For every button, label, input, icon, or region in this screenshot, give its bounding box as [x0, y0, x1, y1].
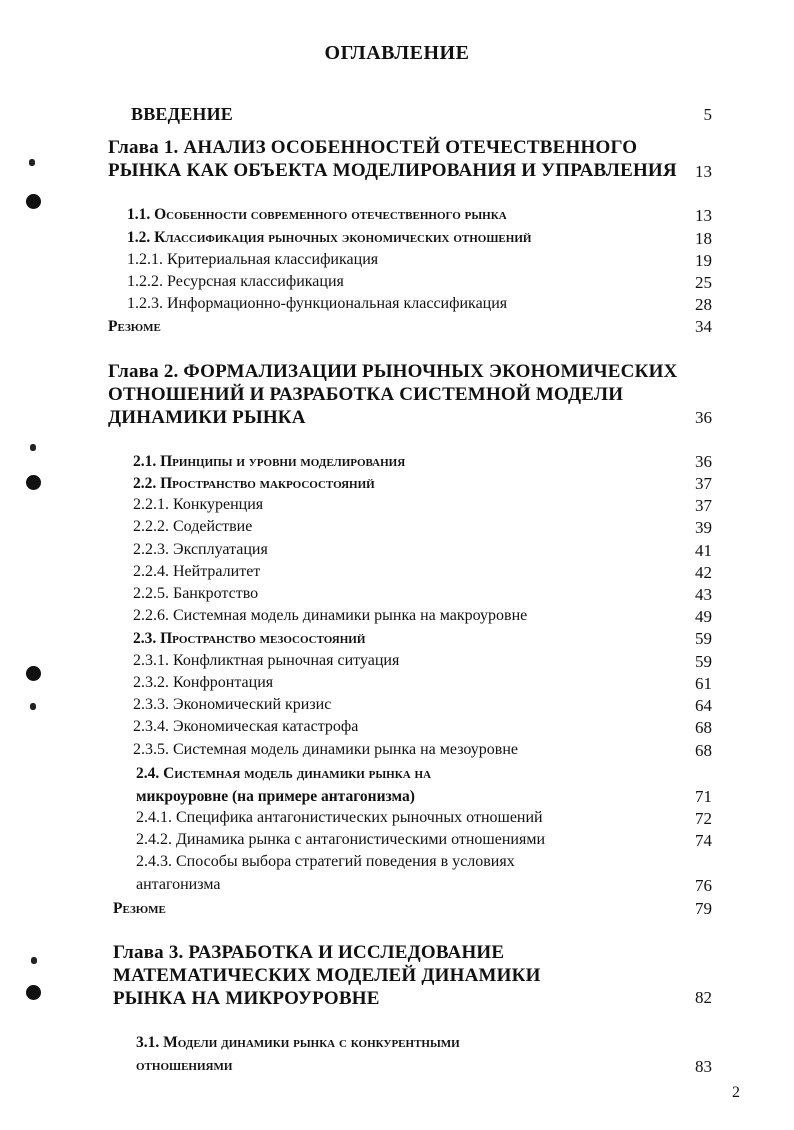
scan-speck: [29, 159, 35, 166]
toc-page-1-2: 18: [695, 229, 712, 248]
toc-page-2-3-1: 59: [695, 652, 712, 671]
toc-page-2-4-3: 76: [695, 876, 712, 895]
toc-entry-2-3-4: 2.3.4. Экономическая катастрофа: [133, 718, 359, 735]
punch-hole: [26, 985, 41, 1000]
chapter-3-title-line-1: Глава 3. РАЗРАБОТКА И ИССЛЕДОВАНИЕ: [113, 942, 505, 963]
chapter-3-title-line-3: РЫНКА НА МИКРОУРОВНЕ: [113, 988, 380, 1009]
toc-entry-2-4-2: 2.4.2. Динамика рынка с антагонистическими отношениями: [136, 831, 546, 848]
scan-speck: [31, 957, 37, 964]
chapter-3-page: 82: [695, 988, 712, 1007]
toc-page-introduction: 5: [703, 105, 712, 124]
toc-entry-2-3-3: 2.3.3. Экономический кризис: [133, 696, 332, 713]
toc-entry-2-4-line-2: микроуровне (на примере антагонизма): [136, 788, 415, 805]
toc-page-2-2-3: 41: [695, 541, 712, 560]
chapter-2-title-line-2: ОТНОШЕНИЙ И РАЗРАБОТКА СИСТЕМНОЙ МОДЕЛИ: [108, 384, 624, 405]
toc-entry-2-3: 2.3. Пространство мезосостояний: [133, 630, 366, 647]
toc-page-2-4: 71: [695, 787, 712, 806]
chapter-1-title-line-2: РЫНКА КАК ОБЪЕКТА МОДЕЛИРОВАНИЯ И УПРАВЛЕНИЯ: [108, 160, 677, 181]
toc-page-1-1: 13: [695, 206, 712, 225]
toc-entry-3-1-line-1: 3.1. Модели динамики рынка с конкурентными: [136, 1034, 460, 1051]
toc-entry-1-2-1: 1.2.1. Критериальная классификация: [127, 251, 379, 268]
toc-entry-2-3-2: 2.3.2. Конфронтация: [133, 674, 274, 691]
scan-speck: [30, 444, 36, 451]
toc-page-2-3-4: 68: [695, 718, 712, 737]
toc-entry-2-2-3: 2.2.3. Эксплуатация: [133, 541, 268, 558]
toc-page-1-2-1: 19: [695, 251, 712, 270]
toc-entry-2-4-line-1: 2.4. Системная модель динамики рынка на: [136, 765, 432, 782]
page-number: 2: [732, 1084, 740, 1101]
toc-page-2-2-6: 49: [695, 607, 712, 626]
toc-entry-2-2-2: 2.2.2. Содействие: [133, 518, 253, 535]
chapter-2-title-line-1: Глава 2. ФОРМАЛИЗАЦИИ РЫНОЧНЫХ ЭКОНОМИЧЕСКИХ: [108, 361, 678, 382]
toc-entry-2-3-5: 2.3.5. Системная модель динамики рынка на мезоуровне: [133, 741, 519, 758]
toc-entry-summary-1: Резюме: [108, 318, 161, 335]
toc-page-2-4-1: 72: [695, 809, 712, 828]
toc-page-2-2: 37: [695, 474, 712, 493]
toc-page-1-2-3: 28: [695, 295, 712, 314]
toc-page-2-3-3: 64: [695, 696, 712, 715]
toc-entry-1-2-3: 1.2.3. Информационно-функциональная классификация: [127, 295, 508, 312]
toc-entry-2-2-5: 2.2.5. Банкротство: [133, 585, 259, 602]
toc-page-2-3-5: 68: [695, 741, 712, 760]
toc-page-summary-1: 34: [695, 317, 712, 336]
toc-page-2-3-2: 61: [695, 674, 712, 693]
toc-entry-3-1-line-2: отношениями: [136, 1057, 233, 1074]
toc-page-2-4-2: 74: [695, 831, 712, 850]
toc-entry-2-4-1: 2.4.1. Специфика антагонистических рыночных отношений: [136, 809, 543, 826]
punch-hole: [26, 194, 41, 209]
toc-page-2-2-1: 37: [695, 496, 712, 515]
toc-entry-2-4-3-line-2: антагонизма: [136, 876, 221, 893]
chapter-2-page: 36: [695, 408, 712, 427]
toc-page-2-1: 36: [695, 452, 712, 471]
chapter-1-page: 13: [695, 162, 712, 181]
toc-page-3-1: 83: [695, 1057, 712, 1076]
toc-entry-summary-2: Резюме: [113, 900, 166, 917]
toc-page-1-2-2: 25: [695, 273, 712, 292]
toc-entry-1-2-2: 1.2.2. Ресурсная классификация: [127, 273, 344, 290]
scan-speck: [30, 703, 36, 710]
chapter-3-title-line-2: МАТЕМАТИЧЕСКИХ МОДЕЛЕЙ ДИНАМИКИ: [113, 965, 541, 986]
toc-page-2-2-4: 42: [695, 563, 712, 582]
page-title: ОГЛАВЛЕНИЕ: [324, 42, 470, 64]
toc-entry-2-4-3-line-1: 2.4.3. Способы выбора стратегий поведения в условиях: [136, 853, 515, 870]
toc-page-2-2-2: 39: [695, 518, 712, 537]
toc-entry-1-2: 1.2. Классификация рыночных экономических отношений: [127, 229, 532, 246]
toc-entry-introduction: ВВЕДЕНИЕ: [131, 104, 234, 124]
toc-entry-2-2-6: 2.2.6. Системная модель динамики рынка на макроуровне: [133, 607, 528, 624]
chapter-1-title-line-1: Глава 1. АНАЛИЗ ОСОБЕННОСТЕЙ ОТЕЧЕСТВЕННОГО: [108, 137, 638, 158]
punch-hole: [26, 475, 41, 490]
chapter-2-title-line-3: ДИНАМИКИ РЫНКА: [108, 407, 306, 428]
toc-entry-2-2-4: 2.2.4. Нейтралитет: [133, 563, 261, 580]
toc-page-2-2-5: 43: [695, 585, 712, 604]
toc-page-summary-2: 79: [695, 899, 712, 918]
toc-entry-1-1: 1.1. Особенности современного отечественного рынка: [127, 206, 507, 223]
toc-entry-2-1: 2.1. Принципы и уровни моделирования: [133, 453, 406, 470]
toc-page-2-3: 59: [695, 629, 712, 648]
toc-entry-2-3-1: 2.3.1. Конфликтная рыночная ситуация: [133, 652, 400, 669]
toc-entry-2-2: 2.2. Пространство макросостояний: [133, 475, 375, 492]
punch-hole: [26, 666, 41, 681]
toc-entry-2-2-1: 2.2.1. Конкуренция: [133, 496, 264, 513]
